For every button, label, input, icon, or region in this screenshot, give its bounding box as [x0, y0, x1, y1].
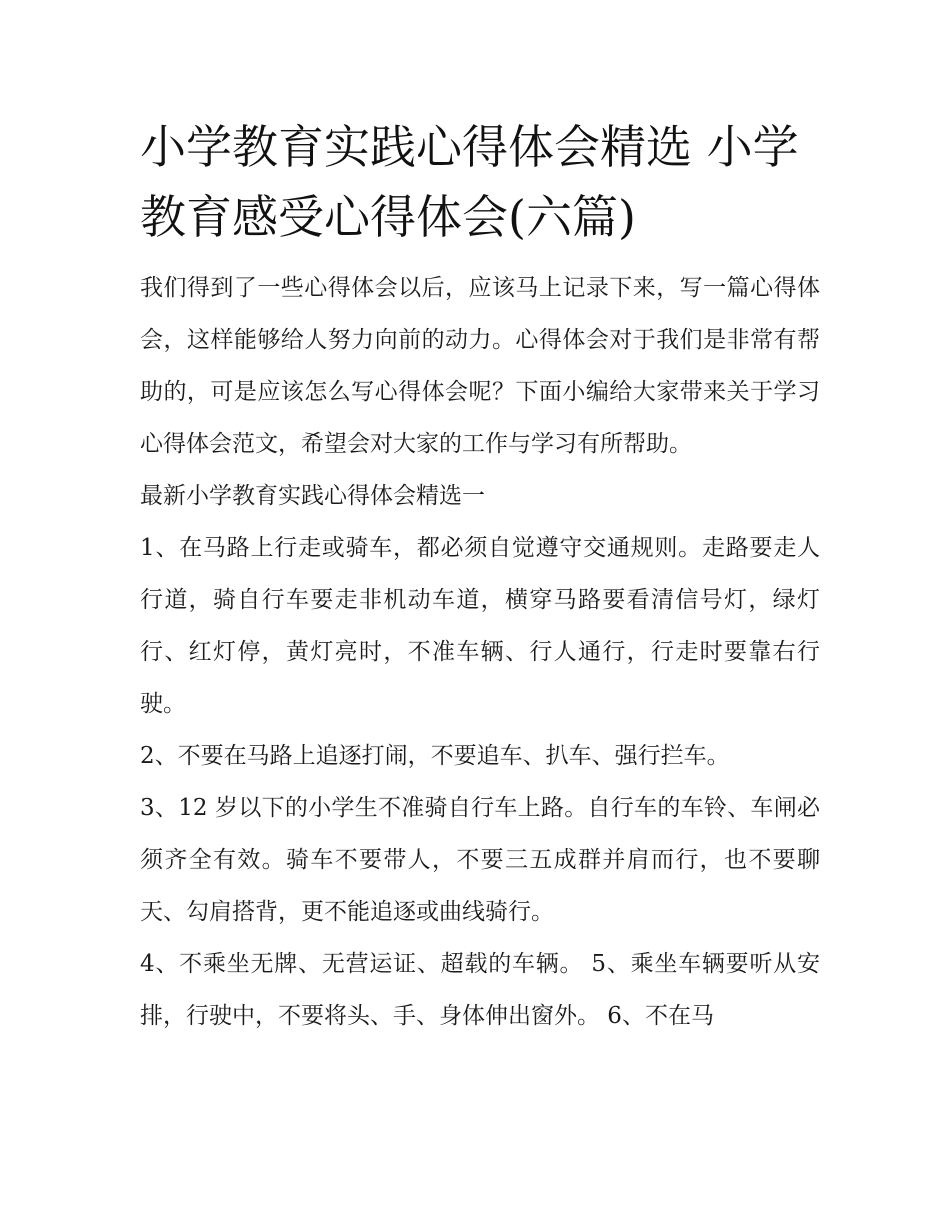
section-heading: 最新小学教育实践心得体会精选一 — [140, 483, 485, 509]
rule-paragraph-3: 3、12 岁以下的小学生不准骑自行车上路。自行车的车铃、车闸必须齐全有效。骑车不要带人，不要三五成群并肩而行，也不要聊天、勾肩搭背，更不能追逐或曲线骑行。 — [140, 795, 820, 925]
document-title: 小学教育实践心得体会精选 小学教育感受心得体会(六篇) — [140, 120, 799, 244]
document-body — [140, 112, 820, 1042]
rule-paragraph-1: 1、在马路上行走或骑车，都必须自觉遵守交通规则。走路要走人行道，骑自行车要走非机动车道，横穿马路要看清信号灯，绿灯行、红灯停，黄灯亮时，不准车辆、行人通行，行走时要靠右行驶。 — [140, 535, 820, 717]
rule-paragraph-2: 2、不要在马路上追逐打闹，不要追车、扒车、强行拦车。 — [140, 743, 730, 769]
rule-paragraph-4: 4、不乘坐无牌、无营运证、超载的车辆。 5、乘坐车辆要听从安排，行驶中，不要将头、手、身体伸出窗外。 6、不在马 — [140, 951, 820, 1029]
intro-paragraph: 我们得到了一些心得体会以后，应该马上记录下来，写一篇心得体会，这样能够给人努力向前的动力。心得体会对于我们是非常有帮助的，可是应该怎么写心得体会呢？下面小编给大家带来关于学习心得体会范文，希望会对大家的工作与学习有所帮助。 — [140, 275, 820, 457]
